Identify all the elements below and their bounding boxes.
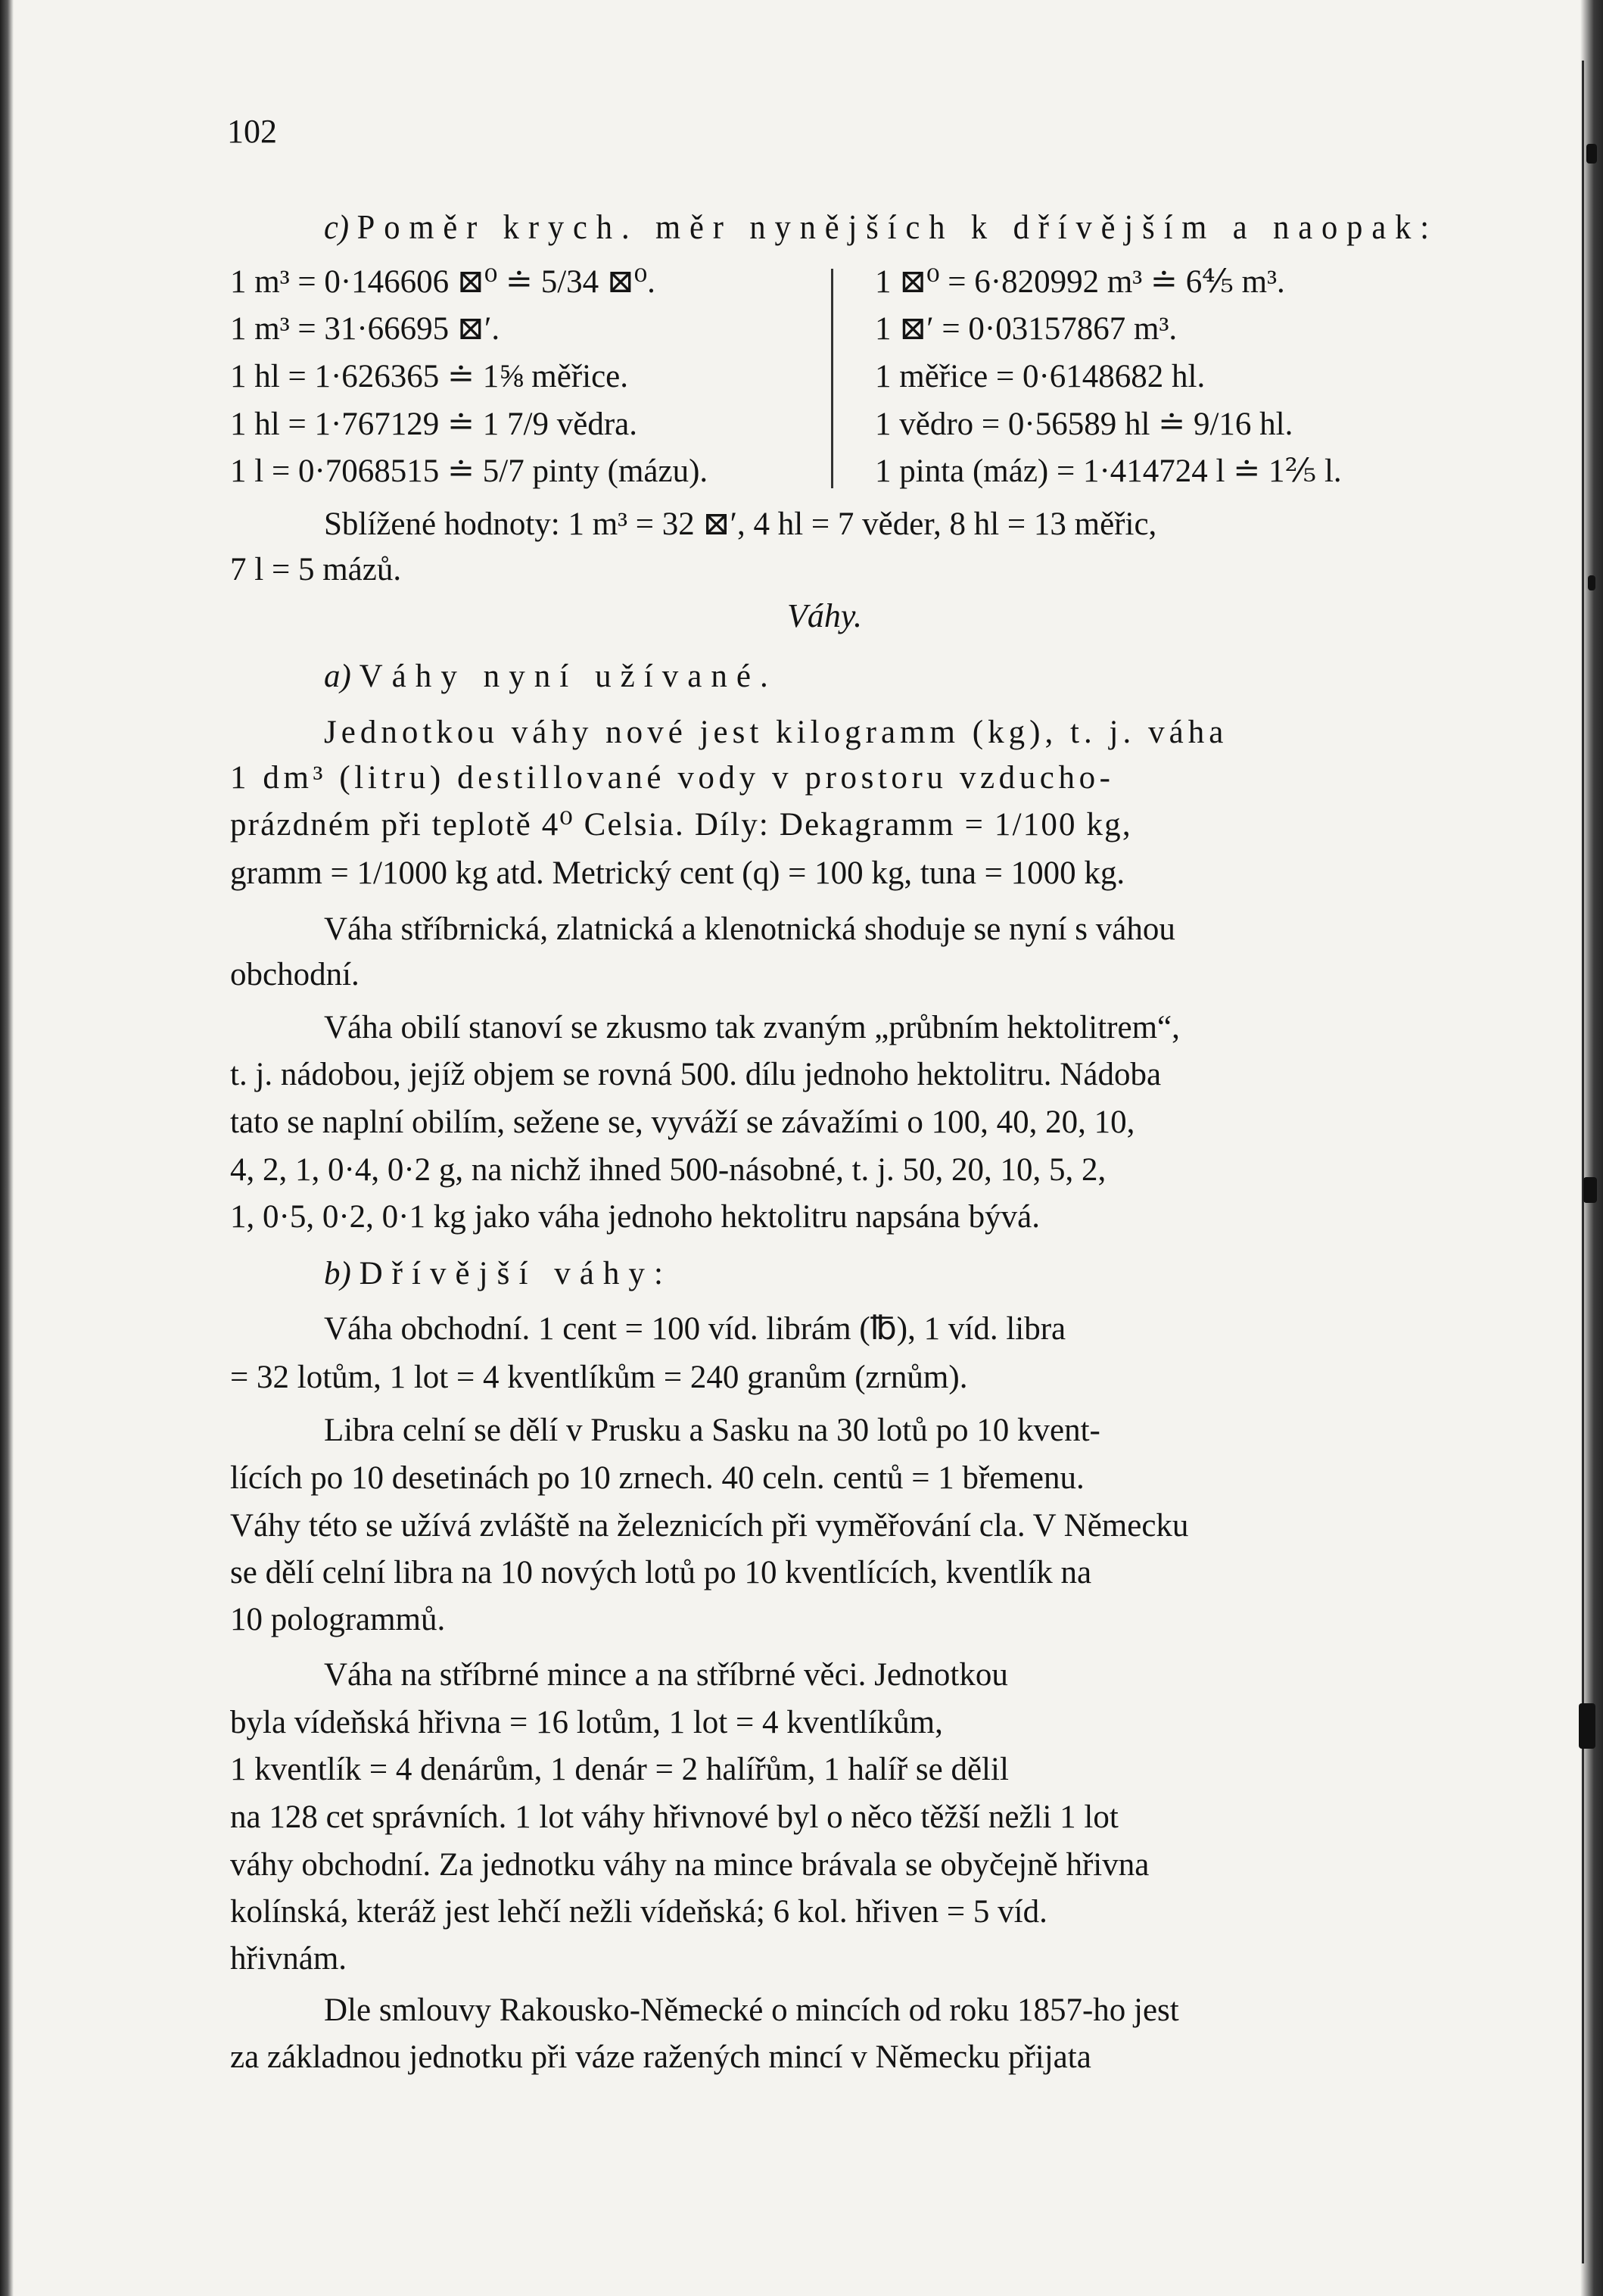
text-line: 1 dm³ (litru) destillované vody v prostoru vzducho- (230, 760, 1115, 796)
right-row: 1 vědro = 0·56589 hl ≐ 9/16 hl. (875, 407, 1293, 442)
left-row: 1 hl = 1·767129 ≐ 1 7/9 vědra. (230, 407, 637, 442)
text-line: 1, 0·5, 0·2, 0·1 kg jako váha jednoho hektolitru napsána bývá. (230, 1199, 1040, 1235)
text-line: hřivnám. (230, 1941, 347, 1977)
section-a-heading (324, 656, 777, 698)
ink-blot (1588, 575, 1595, 590)
text-line: Jednotkou váhy nové jest kilogramm (kg), t. j. váha (324, 715, 1228, 750)
scan-edge-left (0, 0, 14, 2296)
text-line: za základnou jednotku při váze ražených mincí v Německu přijata (230, 2039, 1091, 2075)
text-line: Libra celní se dělí v Prusku a Sasku na 30 lotů po 10 kvent- (324, 1413, 1100, 1448)
right-row: 1 ⊠⁰ = 6·820992 m³ ≐ 6⅘ m³. (875, 264, 1285, 300)
section-c-title: Poměr krych. měr nynějších k dřívějším a naopak: (356, 208, 1438, 246)
text-line: kolínská, kteráž jest lehčí nežli vídeňská; 6 kol. hřiven = 5 víd. (230, 1894, 1047, 1930)
text-line: tato se naplní obilím, sežene se, vyváží se závažími o 100, 40, 20, 10, (230, 1104, 1135, 1140)
page-number: 102 (227, 113, 277, 150)
approx-values-line: Sblížené hodnoty: 1 m³ = 32 ⊠′, 4 hl = 7 věder, 8 hl = 13 měřic, (324, 506, 1157, 542)
text-line: Váha na stříbrné mince a na stříbrné věci. Jednotkou (324, 1657, 1008, 1693)
text-line: na 128 cet správních. 1 lot váhy hřivnové byl o něco těžší nežli 1 lot (230, 1799, 1119, 1835)
left-row: 1 hl = 1·626365 ≐ 1⅝ měřice. (230, 359, 629, 394)
ink-blot (1583, 1177, 1597, 1203)
text-line: váhy obchodní. Za jednotku váhy na mince brávala se obyčejně hřivna (230, 1847, 1150, 1883)
section-a-letter: a) (324, 659, 351, 694)
ink-blot (1586, 144, 1597, 164)
section-c-letter: c) (324, 208, 350, 246)
page-fold-line (1582, 61, 1584, 2263)
section-c-heading (324, 206, 1438, 248)
section-b-title: Dřívější váhy: (359, 1256, 672, 1291)
text-line: Váha obilí stanoví se zkusmo tak zvaným „průbním hektolitrem“, (324, 1010, 1180, 1045)
text-line: 4, 2, 1, 0·4, 0·2 g, na nichž ihned 500-násobné, t. j. 50, 20, 10, 5, 2, (230, 1152, 1107, 1188)
weights-title: Váhy. (787, 597, 862, 634)
text-line: obchodní. (230, 957, 360, 992)
section-b-letter: b) (324, 1256, 351, 1291)
section-b-heading (324, 1253, 672, 1295)
section-a-title: Váhy nyní užívané. (359, 659, 777, 694)
right-row: 1 měřice = 0·6148682 hl. (875, 359, 1206, 394)
text-line: prázdném při teplotě 4⁰ Celsia. Díly: Dekagramm = 1/100 kg, (230, 807, 1132, 843)
column-divider (831, 269, 833, 488)
text-line: se dělí celní libra na 10 nových lotů po 10 kventlících, kventlík na (230, 1555, 1092, 1590)
text-line: gramm = 1/1000 kg atd. Metrický cent (q) = 100 kg, tuna = 1000 kg. (230, 855, 1125, 891)
text-line: Váhy této se užívá zvláště na železnicích při vyměřování cla. V Německu (230, 1508, 1189, 1544)
text-line: Dle smlouvy Rakousko-Německé o mincích od roku 1857-ho jest (324, 1992, 1179, 2028)
text-line: lících po 10 desetinách po 10 zrnech. 40 celn. centů = 1 břemenu. (230, 1460, 1085, 1496)
text-line: Váha stříbrnická, zlatnická a klenotnická shoduje se nyní s váhou (324, 911, 1175, 947)
left-row: 1 l = 0·7068515 ≐ 5/7 pinty (mázu). (230, 453, 708, 489)
left-row: 1 m³ = 0·146606 ⊠⁰ ≐ 5/34 ⊠⁰. (230, 264, 655, 300)
text-line: t. j. nádobou, jejíž objem se rovná 500. dílu jednoho hektolitru. Nádoba (230, 1057, 1162, 1092)
ink-blot (1579, 1703, 1595, 1749)
text-line: = 32 lotům, 1 lot = 4 kventlíkům = 240 granům (zrnům). (230, 1360, 968, 1395)
text-line: byla vídeňská hřivna = 16 lotům, 1 lot = 4 kventlíkům, (230, 1705, 943, 1740)
left-row: 1 m³ = 31·66695 ⊠′. (230, 311, 500, 347)
text-line: 1 kventlík = 4 denárům, 1 denár = 2 halířům, 1 halíř se dělil (230, 1752, 1009, 1787)
approx-values-line-2: 7 l = 5 mázů. (230, 552, 402, 587)
right-row: 1 pinta (máz) = 1·414724 l ≐ 1⅖ l. (875, 453, 1342, 489)
text-line: 10 pologrammů. (230, 1602, 446, 1637)
right-row: 1 ⊠′ = 0·03157867 m³. (875, 311, 1178, 347)
text-line: Váha obchodní. 1 cent = 100 víd. librám (℔), 1 víd. libra (324, 1311, 1066, 1347)
